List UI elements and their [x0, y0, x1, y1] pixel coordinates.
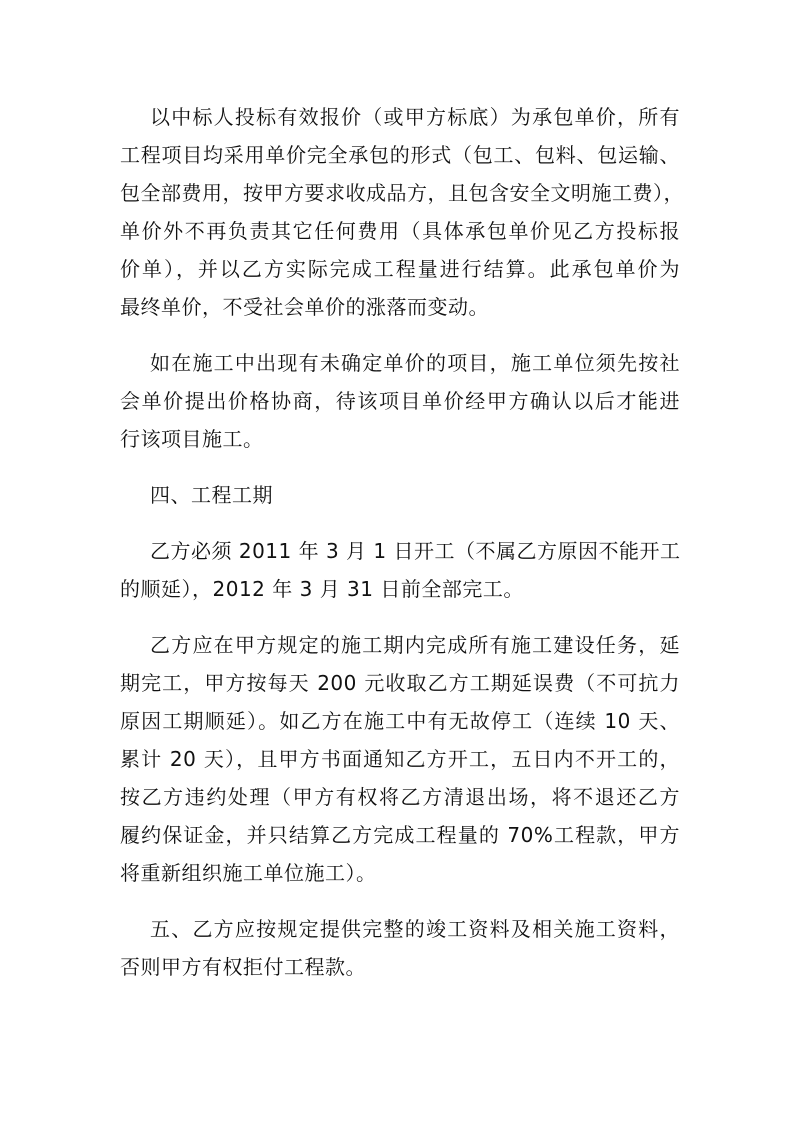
paragraph-line: 乙方必须 2011 年 3 月 1 日开工（不属乙方原因不能开工 [150, 539, 681, 563]
paragraph-line: 如在施工中出现有未确定单价的项目，施工单位须先按社 [150, 351, 680, 375]
paragraph-line: 单价外不再负责其它任何费用（具体承包单价见乙方投标报 [120, 219, 680, 243]
paragraph-line: 的顺延），2012 年 3 月 31 日前全部完工。 [120, 577, 524, 601]
paragraph-undetermined-price [120, 344, 680, 458]
paragraph-line: 最终单价，不受社会单价的涨落而变动。 [120, 295, 489, 319]
paragraph-line: 期完工，甲方按每天 200 元收取乙方工期延误费（不可抗力 [120, 671, 680, 695]
paragraph-line: 将重新组织施工单位施工）。 [120, 861, 377, 885]
paragraph-line: 乙方应在甲方规定的施工期内完成所有施工建设任务，延 [150, 633, 680, 657]
paragraph-line: 价单），并以乙方实际完成工程量进行结算。此承包单价为 [120, 257, 680, 281]
paragraph-line: 履约保证金，并只结算乙方完成工程量的 70%工程款，甲方 [120, 823, 680, 847]
paragraph-line: 按乙方违约处理（甲方有权将乙方清退出场，将不退还乙方 [120, 785, 680, 809]
document-body [120, 98, 684, 1004]
paragraph-line: 行该项目施工。 [120, 427, 264, 451]
paragraph-start-date [120, 532, 680, 608]
paragraph-line: 以中标人投标有效报价（或甲方标底）为承包单价，所有 [150, 105, 680, 129]
paragraph-completion-documents [120, 910, 680, 986]
paragraph-line: 包全部费用，按甲方要求收成品方，且包含安全文明施工费）， [120, 181, 684, 205]
paragraph-line: 五、乙方应按规定提供完整的竣工资料及相关施工资料， [150, 917, 680, 941]
paragraph-line: 原因工期顺延）。如乙方在施工中有无故停工（连续 10 天、 [120, 709, 680, 733]
paragraph-line: 累计 20 天），且甲方书面通知乙方开工，五日内不开工的， [120, 747, 680, 771]
paragraph-line: 会单价提出价格协商，待该项目单价经甲方确认以后才能进 [120, 389, 680, 413]
paragraph-line: 否则甲方有权拒付工程款。 [120, 955, 366, 979]
section-heading: 四、工程工期 [150, 483, 273, 507]
paragraph-contract-price [120, 98, 684, 326]
paragraph-delay-penalty [120, 626, 680, 892]
paragraph-line: 工程项目均采用单价完全承包的形式（包工、包料、包运输、 [120, 143, 680, 167]
section-heading-schedule [120, 476, 680, 514]
